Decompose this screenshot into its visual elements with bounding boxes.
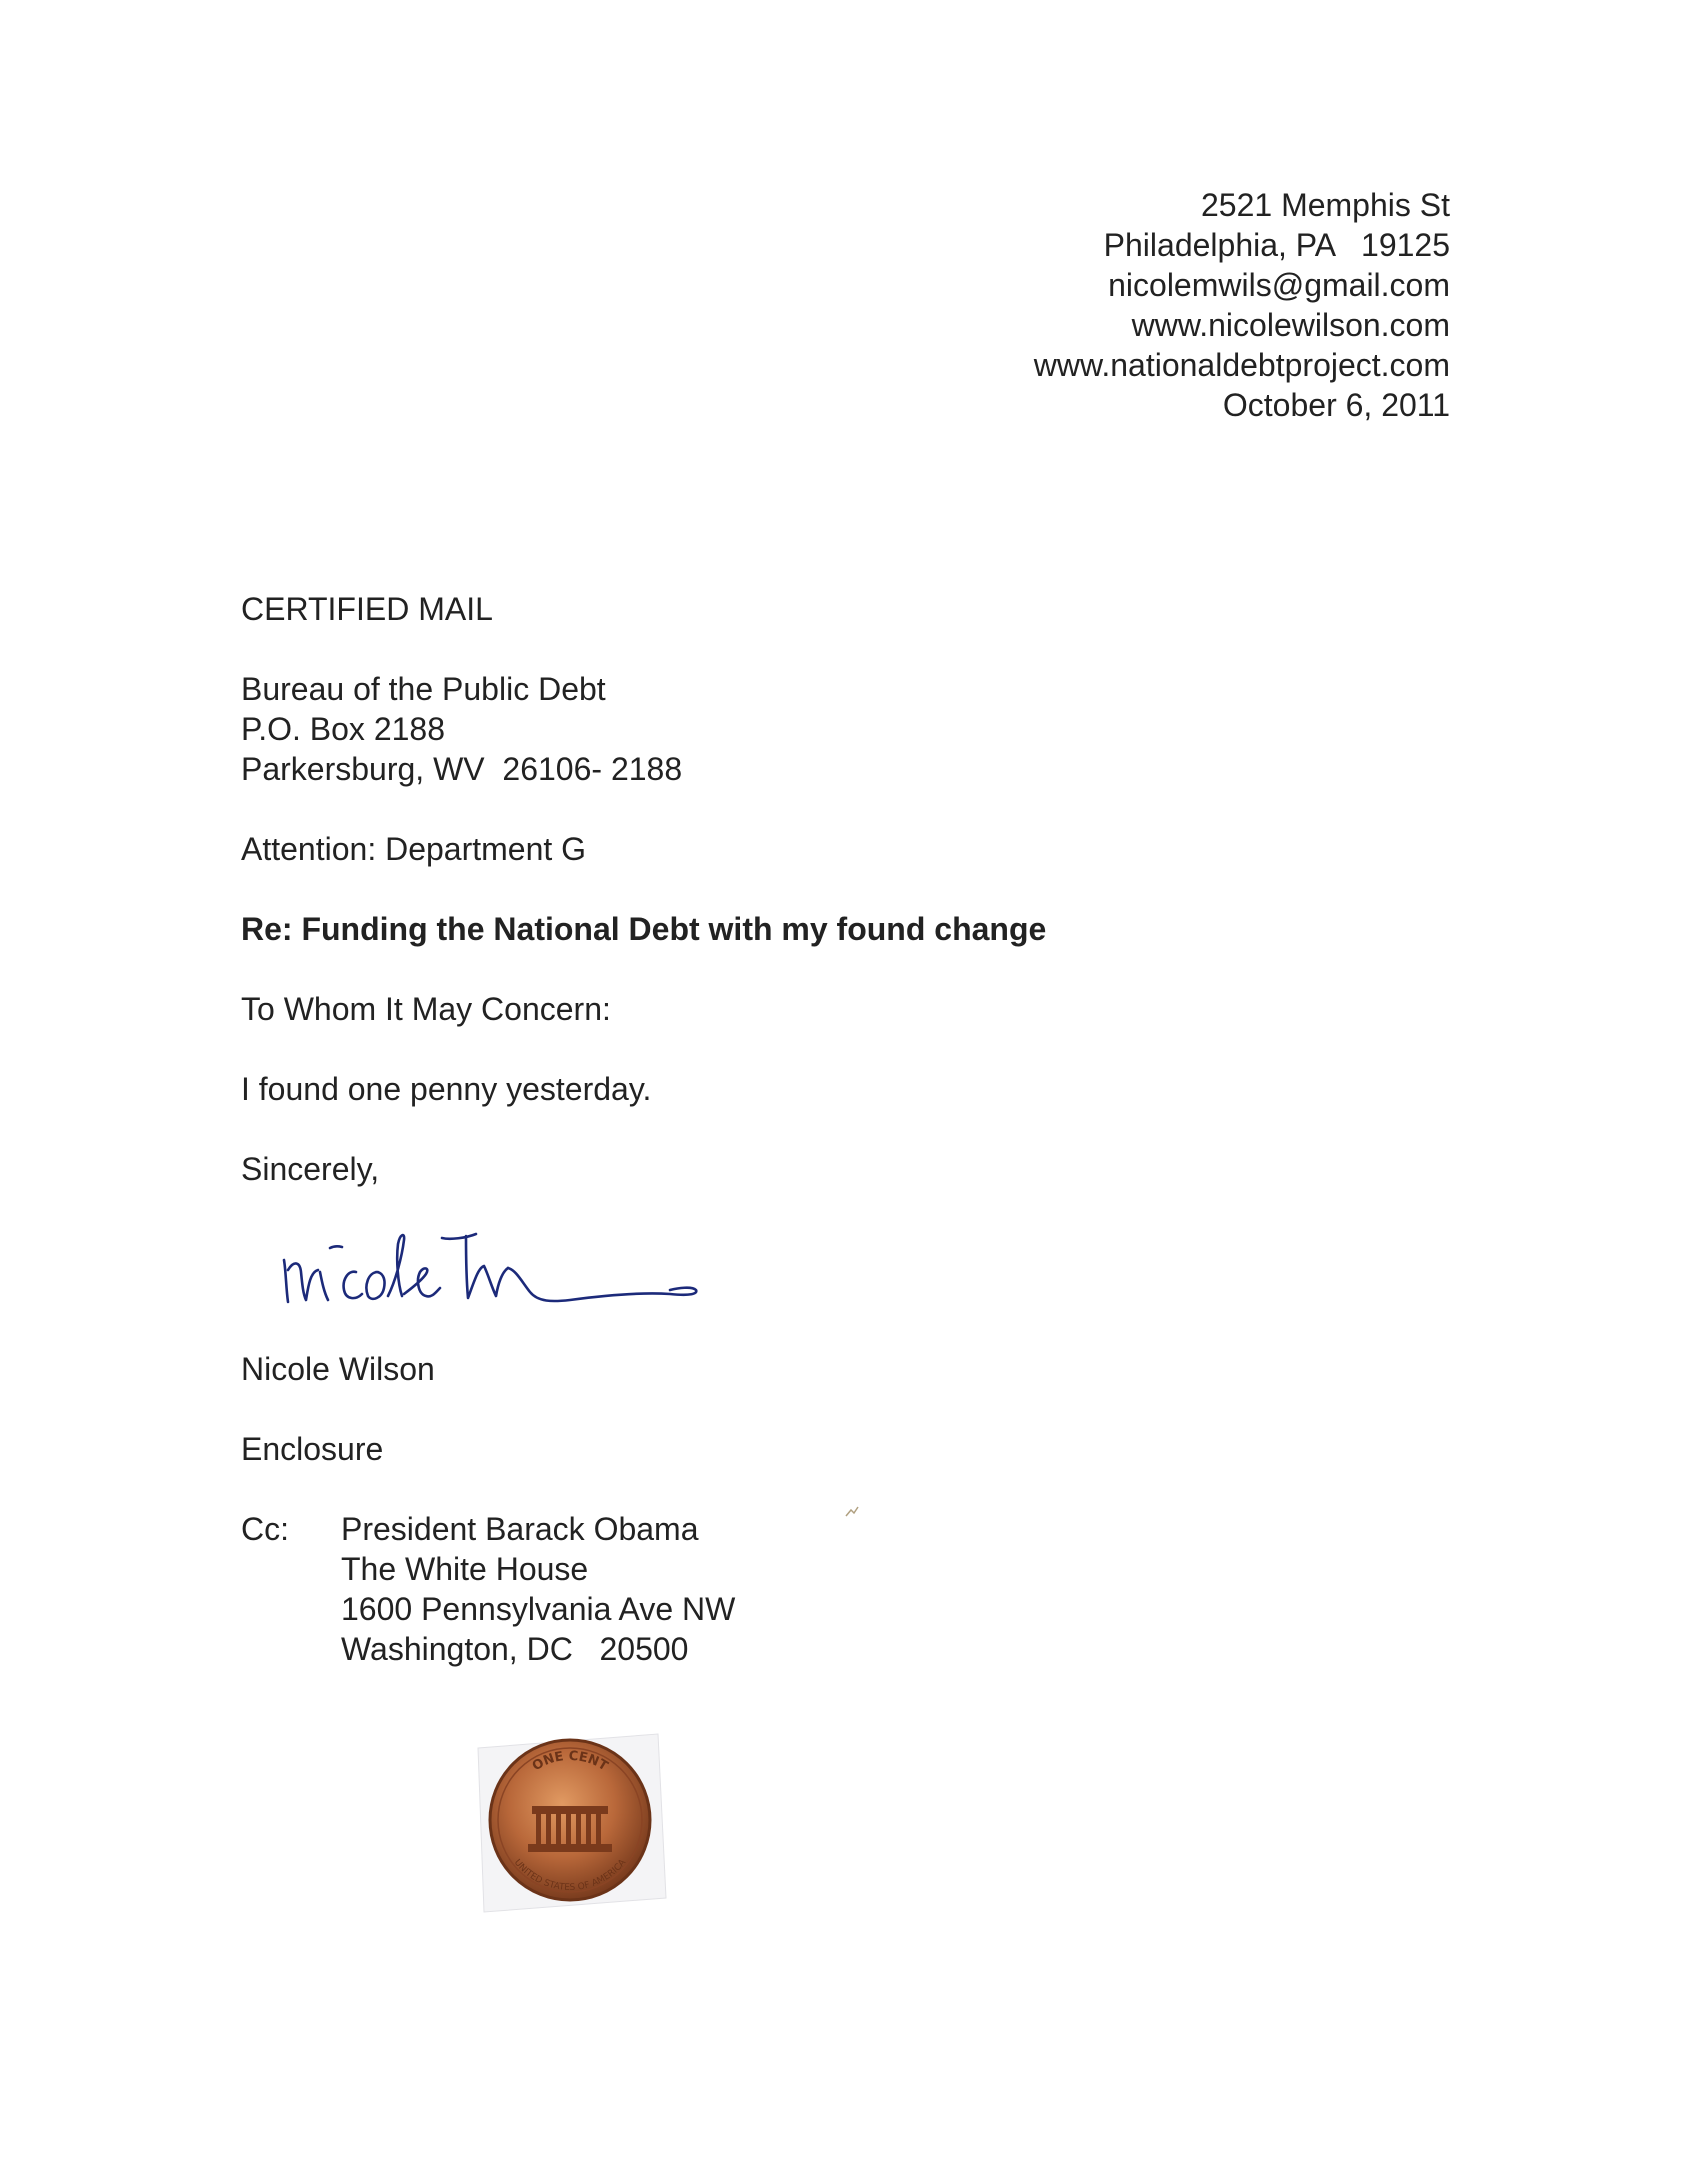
salutation: To Whom It May Concern: (241, 991, 611, 1027)
recipient-city: Parkersburg, WV 26106- 2188 (241, 751, 683, 787)
recipient-name: Bureau of the Public Debt (241, 671, 606, 707)
coin-edge-text: UNITED STATES OF AMERICA (511, 1857, 629, 1894)
closing: Sincerely, (241, 1151, 380, 1187)
sender-street: 2521 Memphis St (1200, 187, 1450, 223)
cc-label: Cc: (241, 1511, 289, 1547)
cc-line: 1600 Pennsylvania Ave NW (341, 1591, 736, 1627)
cc-line: The White House (341, 1551, 589, 1587)
handwritten-signature (270, 1210, 720, 1330)
cc-line: President Barack Obama (341, 1511, 699, 1547)
letter-body: I found one penny yesterday. (241, 1071, 652, 1107)
cc-line: Washington, DC 20500 (341, 1631, 689, 1667)
sender-website-project: www.nationaldebtproject.com (1033, 347, 1450, 383)
coin-top-text: ONE CENT (529, 1748, 611, 1775)
sender-city: Philadelphia, PA 19125 (1103, 227, 1450, 263)
sender-website-personal: www.nicolewilson.com (1131, 307, 1450, 343)
penny-icon (470, 1720, 670, 1920)
delivery-method: CERTIFIED MAIL (241, 591, 493, 627)
recipient-po-box: P.O. Box 2188 (241, 711, 445, 747)
sender-email: nicolemwils@gmail.com (1108, 267, 1450, 303)
subject-line: Re: Funding the National Debt with my found change (241, 911, 1047, 947)
letter-date: October 6, 2011 (1222, 387, 1450, 423)
scan-speck (842, 1502, 862, 1522)
enclosure-note: Enclosure (241, 1431, 384, 1467)
signer-name: Nicole Wilson (241, 1351, 435, 1387)
attention-line: Attention: Department G (241, 831, 587, 867)
